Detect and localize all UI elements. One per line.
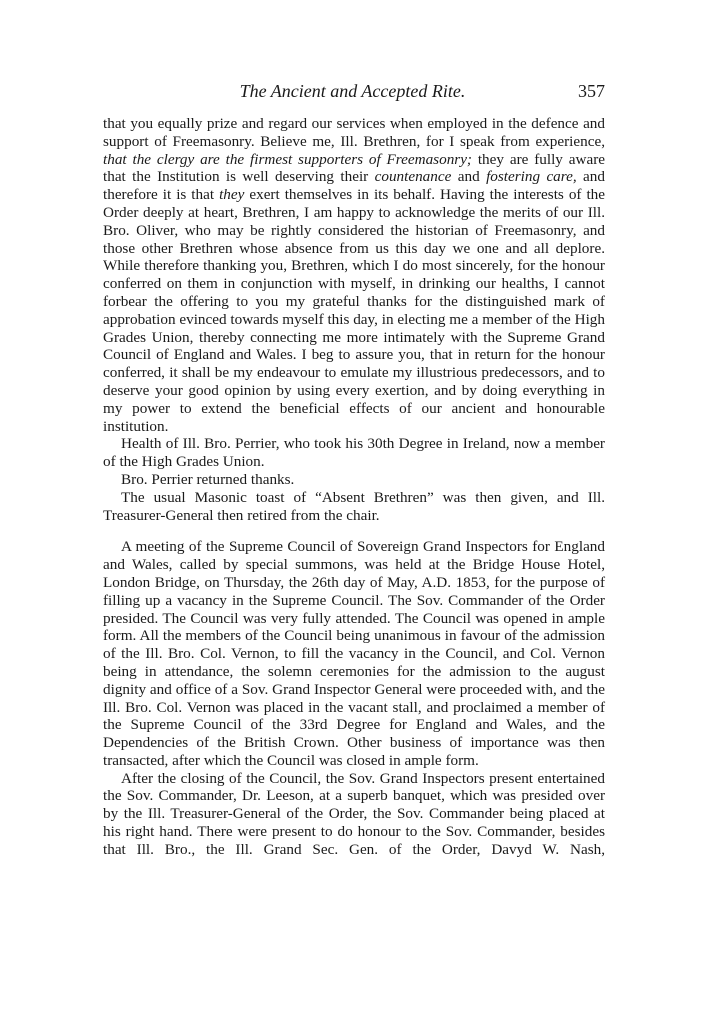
text-run: The usual Masonic toast of “Absent Brethren” was then given, and Ill. Treasurer-General then retired from the chair. <box>103 488 605 524</box>
running-title: The Ancient and Accepted Rite. <box>239 81 466 101</box>
text-run: Health of Ill. Bro. Perrier, who took his 30th Degree in Ireland, now a member of the High Grades Union. <box>103 435 605 471</box>
italic-text: they <box>219 186 245 204</box>
text-run: they are fully aware that the Institution is well deserving their <box>103 150 605 186</box>
paragraph <box>103 471 605 489</box>
paragraph <box>103 538 605 769</box>
text-run: After the closing of the Council, the Sov. Grand Inspectors present entertained the Sov. Commander, Dr. Leeson, at a superb banquet, which was presided over by the Ill. Treasurer-General of the Order, the Sov. Commander being placed at his right hand. There were present to do honour to the Sov. Commander, besides that Ill. Bro., the Ill. Grand Sec. Gen. of the Order, Davyd W. Nash, <box>103 769 605 858</box>
paragraph <box>103 770 605 859</box>
text-run: and therefore it is that <box>103 168 605 204</box>
paragraph <box>103 435 605 471</box>
italic-text: countenance <box>374 168 452 186</box>
page-header <box>100 80 605 104</box>
body-text <box>103 115 605 859</box>
text-run: exert themselves in its behalf. Having the interests of the Order deeply at heart, Brethren, I am happy to acknowledge the merits of our Ill. Bro. Oliver, who may be rightly considered the historian of Freemasonry, and those other Brethren whose absence from us this day we one and all deplore. While therefore thanking you, Brethren, which I do most sincerely, for the honour conferred on them in conjunction with myself, in drinking our healths, I cannot forbear the offering to you my grateful thanks for the distinguished mark of approbation evinced towards myself this day, in electing me a member of the High Grades Union, thereby connecting me more intimately with the Supreme Grand Council of England and Wales. I beg to assure you, that in return for the honour conferred, it shall be my endeavour to emulate my illustrious predecessors, and to deserve your good opinion by using every exertion, and by doing everything in my power to extend the beneficial effects of our ancient and honourable institution. <box>103 186 605 435</box>
page-number: 357 <box>578 81 605 101</box>
text-run: Bro. Perrier returned thanks. <box>121 470 295 488</box>
italic-text: that the clergy are the firmest supporters of Freemasonry; <box>103 150 472 168</box>
paragraph <box>103 115 605 435</box>
text-run: that you equally prize and regard our services when employed in the defence and support of Freemasonry. Believe me, Ill. Brethren, for I speak from experience, <box>103 115 605 150</box>
text-run: A meeting of the Supreme Council of Sovereign Grand Inspectors for England and Wales, called by special summons, was held at the Bridge House Hotel, London Bridge, on Thursday, the 26th day of May, A.D. 1853, for the purpose of filling up a vacancy in the Supreme Council. The Sov. Commander of the Order presided. The Council was very fully attended. The Council was opened in ample form. All the members of the Council being unanimous in favour of the admission of the Ill. Bro. Col. Vernon, to fill the vacancy in the Council, and Col. Vernon being in attendance, the solemn ceremonies for the admission to the august dignity and office of a Sov. Grand Inspector General were proceeded with, and the Ill. Bro. Col. Vernon was placed in the vacant stall, and proclaimed a member of the Supreme Council of the 33rd Degree for England and Wales, and the Dependencies of the British Crown. Other business of importance was then transacted, after which the Council was closed in ample form. <box>103 538 605 769</box>
paragraph <box>103 489 605 525</box>
text-run: and <box>451 168 487 186</box>
italic-text: fostering care, <box>486 168 577 186</box>
